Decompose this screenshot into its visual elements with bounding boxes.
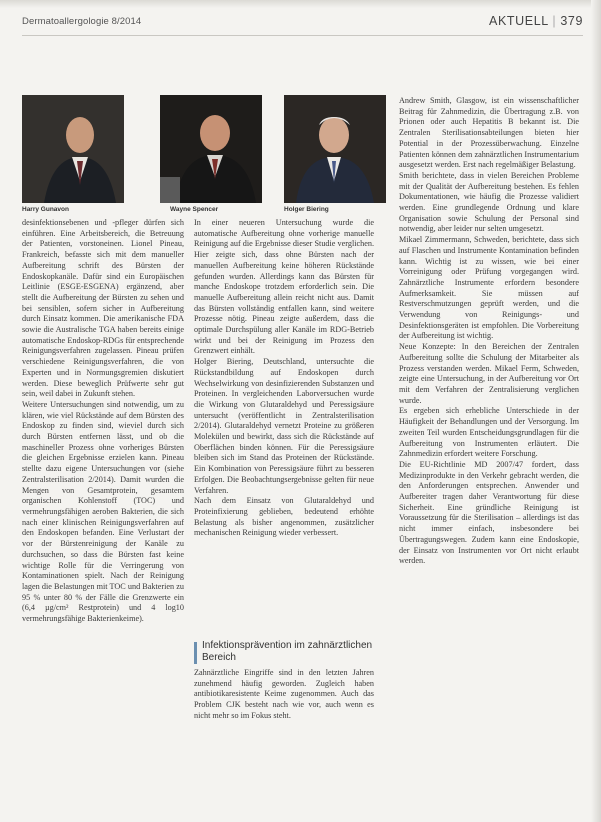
page-edge-right (591, 0, 601, 822)
page-number: 379 (560, 14, 583, 28)
journal-name: Dermatoallergologie 8/2014 (22, 16, 142, 27)
speaker-photo-1 (22, 95, 124, 203)
page-edge-top (0, 0, 601, 8)
page-header (22, 14, 583, 36)
col3-paragraph-6: Die EU-Richtlinie MD 2007/47 fordert, dass Medizinprodukte in den Verkehr gebracht werden, die den Anforderungen entsprechen. Anwender und Aufbereiter tragen daher Verantwortung für diese Sicherheit. Eine gründliche Reinigung ist Voraussetzung für die Sterilisation – allerdings ist das nicht immer einfach, insbesondere bei Übertragungswegen. Zudem kann eine Endoskopie, der Einsatz von Instrumenten vor Ort nicht erlaubt werden. (399, 459, 579, 566)
section-heading (194, 640, 374, 664)
section-heading-text: Infektionsprävention im zahnärztlichen Bereich (202, 640, 373, 663)
col2-paragraph-3: Nach dem Einsatz von Glutaraldehyd und Proteinfixierung geblieben, bedeutend erhöhte Belastung als bisher angenommen, zusätzlicher mechanischen Reinigung wieder verbessert. (194, 496, 374, 538)
text-column-2 (194, 218, 374, 636)
col3-paragraph-5: Es ergeben sich erhebliche Unterschiede in der Häufigkeit der Behandlungen und der Versorgung. Im zweiten Teil wurden Entscheidungsgrundlagen für die Aufbereitung von Instrumenten erläutert. Die Zahnmedizin erfordert weitere Forschung. (399, 406, 579, 459)
col3-paragraph-3: Mikael Zimmermann, Schweden, berichtete, dass sich auf Flaschen und Instrumente Kontamination befinden kann. Wichtig ist zu wissen, wie bei einer Vorreinigung oder Prüfung vorgegangen wird. Zahnärztliche Instrumente erfordern besondere Aufmerksamkeit. Sie müssen auf Restverschmutzungen geprüft werden, und die Verwendung von Reinigungs- und Desinfektionsgeräten ist empfohlen. Die Vorbereitung der Aufbereitung ist wichtig. (399, 235, 579, 341)
section-title: AKTUELL (489, 14, 549, 28)
section-label: AKTUELL | 379 (489, 14, 583, 28)
photo-caption-1: Harry Gunavon (22, 206, 69, 213)
col2-paragraph-1: In einer neueren Untersuchung wurde die automatische Aufbereitung ohne vorherige manuelle Reinigung auf die Ergebnisse dieser Studie verglichen. Hier zeigte sich, dass ohne Bürsten nach der manuellen Aufbereitung keine höheren Rückstände gefunden wurden. Allerdings kann das Bürsten für manche Endoskope trotzdem erforderlich sein. Die manuelle Aufbereitung allein reicht nicht aus. Damit das Bürsten vollständig entfallen kann, sind weitere Prozesse nötig. Pineau zeigte außerdem, dass die optimale Durchspülung aller Kanäle im RDG-Betrieb wirkt und bei der Reinigung im Prozess den Grenzwert einhält. (194, 218, 374, 356)
col2-paragraph-2: Holger Biering, Deutschland, untersuchte die Rückstandbildung auf Endoskopen durch Wechselwirkung von desinfizierenden Substanzen und Proteinen. In vergleichenden Laborversuchen wurde die Wirkung von Glutaraldehyd und Peressigsäure untersucht (veröffentlicht in Zentralsterilisation 2/2014). Glutaraldehyd vernetzt Proteine zu größeren Molekülen und bewirkt, dass sich die Rückstände auf Oberflächen binden können. Für die Peressigsäure bleiben sich im Stand das Proteinen der Rückstände. Ein Kombination von Peressigsäure führt zu besseren Erfolgen. Die Beobachtungsergebnisse gelten für neue Verfahren. (194, 357, 374, 495)
section-heading-bar (194, 642, 197, 664)
col3-paragraph-2: Smith berichtete, dass in vielen Bereichen Probleme mit der Qualität der Aufbereitung bestehen. Es fehlen Dokumentationen, wie häufig die Prozesse validiert werden. Eine grundlegende Ordnung und klare Organisation sowie Schulung der Personal sind notwendig, aber leider nur selten umgesetzt. (399, 170, 579, 234)
text-column-3 (399, 96, 579, 796)
col3-paragraph-1: Andrew Smith, Glasgow, ist ein wissenschaftlicher Beitrag für Zahnmedizin, die Übertragung z.B. von Prionen oder auch Hepatitis B bekannt ist. Die Zentralen Sterilisationsabteilungen bieten hier Potential in der Prozessüberwachung. Einzelne Patienten können dem zahnärztlichen Instrumentarium ausgesetzt werden. Erst nach regelmäßiger Belastung. (399, 96, 579, 170)
col3-paragraph-4: Neue Konzepte: In den Bereichen der Zentralen Aufbereitung sollte die Schulung der Mitarbeiter als Prozess verstanden werden. Mikael Ferm, Schweden, zeigte eine Untersuchung, in der Aufbereitung vor Ort mit dem Verfahren der Zentralisierung verglichen wurde. (399, 342, 579, 405)
col1-paragraph-1: desinfektionsebenen und -pfleger dürfen sich einführen. Eine Arbeitsbereich, die Betreuung der Patienten, vorstoneinen. Lionel Pineau, Frankreich, befasste sich mit dem manueller Aufbereitung schrift des Bürsten der Endoskopkanäle. Dafür sind ein Europäischen Leitlinie (ESGE-ESGENA) ergänzend, aber stellt die Aufbereitung der Bürsten zu sehen und bei sensiblen, sofern sicher in Aufbereitung durch Einsatz kommen. Die amerikanische FDA sowie die Australische TGA haben bereits einige automatische Endoskop-RDGs für entsprechende Reinigungsverfahren zugelassen. Pineau prüfen verschiedene Reinigungsverfahren, die von Experten und in Normungsgremien diskutiert werden. Diese beweglich Prüfwerte sehr gut sein, weil dabei in Zukunft stehen. (22, 218, 184, 399)
text-column-2-bottom (194, 668, 374, 788)
text-column-1 (22, 218, 184, 788)
col1-paragraph-2: Weitere Untersuchungen sind notwendig, um zu klären, wie viel Rückstände auf dem Bürsten des Endoskop zu finden sind, wieviel durch sich durch Bürsten entfernen lässt, und ob die maschineller Prozess ohne vorheriges Bürsten die gleichen Ergebnisse erzielen kann. Pineau stellte dazu eigene Untersuchungen vor (siehe Zentralsterilisation 2/2014). Damit wurden die Mengen von Gesamtprotein, gesamtem organischen Kohlenstoff (TOC) und vermehrungsfähigen aeroben Bakterien, die sich nach einer klinischen Reinigungsverfahren auf den Endoskopen befanden. Eine Verlustart der vor der Bürstenreinigung der Kanäle zu durchsuchen, so dass die Bürsten fast keine wichtige Rolle für die Verringerung von Kontaminationen spielt. Nach der Reinigung lagen die Belastungen mit TOC und Bakterien zu 95 % unter 80 % der Fälle die Grenzwerte ein (6,4 µg/cm² Restprotein) und 4 log10 vermehrungsfähige Bakterienkeime). (22, 399, 184, 624)
photo-caption-2: Wayne Spencer (170, 206, 219, 213)
col2-bottom-paragraph: Zahnärztliche Eingriffe sind in den letzten Jahren zunehmend häufig geworden. Zugleich haben antibiotikaresistente Keime zugenommen. Auch das Problem CJK besteht nach wie vor, auch wenn es nicht mehr so im Fokus steht. (194, 668, 374, 720)
photo-caption-3: Holger Biering (284, 206, 329, 213)
speaker-photo-2 (160, 95, 262, 203)
speaker-photo-3 (284, 95, 386, 203)
